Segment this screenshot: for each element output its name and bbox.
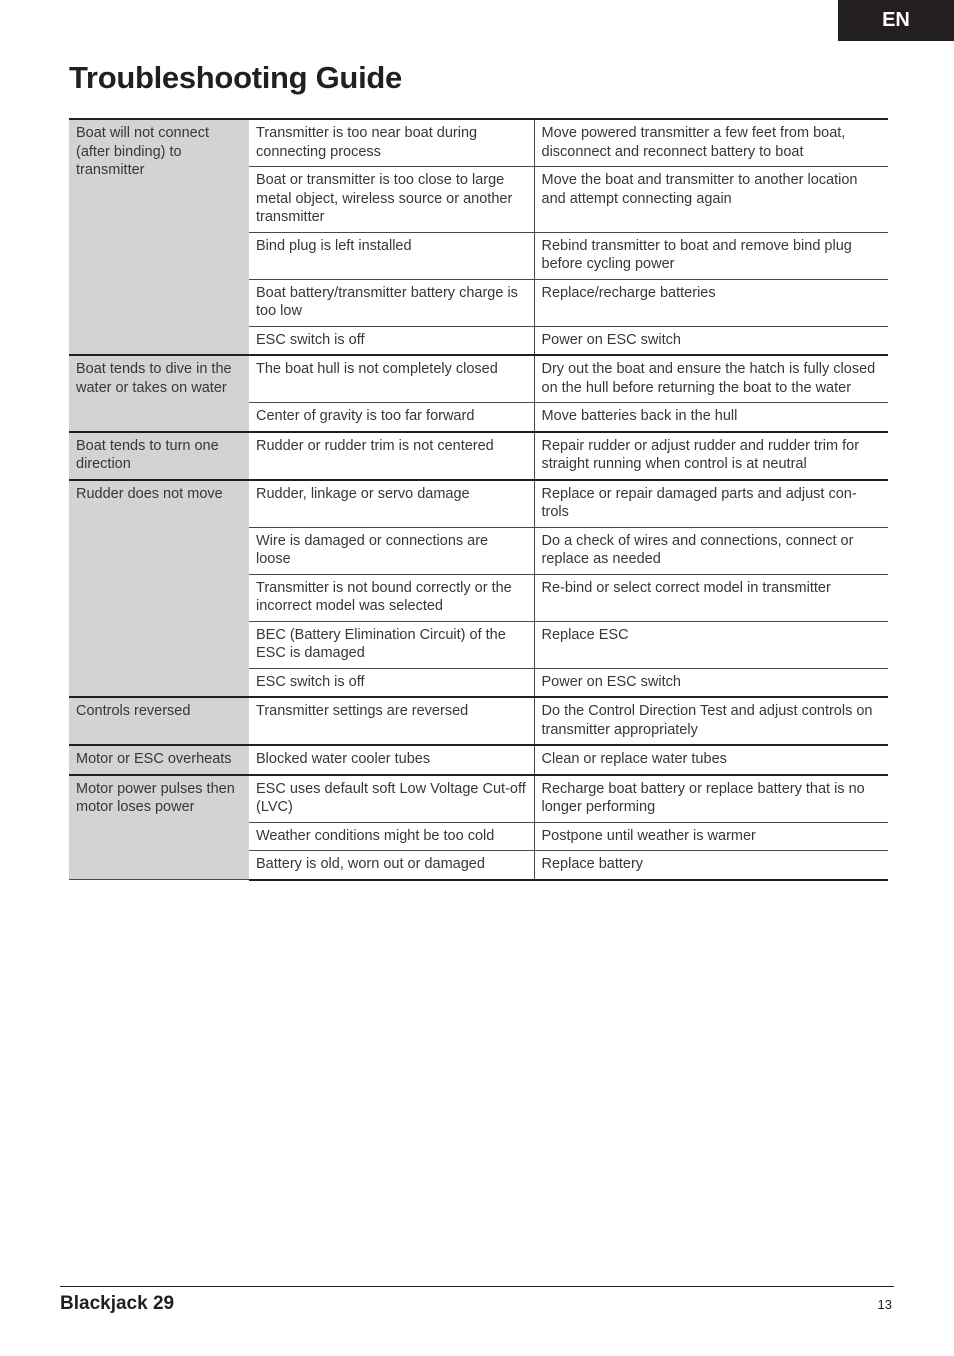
solution-cell: Dry out the boat and ensure the hatch is fully closed on the hull before returning the boat to the water — [534, 355, 888, 403]
troubleshooting-table — [69, 118, 888, 881]
problem-cell: Boat tends to dive in the water or takes on water — [69, 355, 249, 432]
problem-cell: Rudder does not move — [69, 480, 249, 698]
footer-page-number: 13 — [877, 1297, 892, 1312]
solution-cell: Power on ESC switch — [534, 326, 888, 355]
solution-cell: Replace or repair damaged parts and adjust con-trols — [534, 480, 888, 528]
problem-cell: Motor or ESC overheats — [69, 745, 249, 775]
solution-cell: Replace battery — [534, 851, 888, 880]
solution-cell: Clean or replace water tubes — [534, 745, 888, 775]
solution-cell: Postpone until weather is warmer — [534, 822, 888, 851]
troubleshooting-table-body — [69, 119, 888, 880]
problem-cell: Boat tends to turn one direction — [69, 432, 249, 480]
solution-cell: Move batteries back in the hull — [534, 403, 888, 432]
cause-cell: ESC uses default soft Low Voltage Cut-off (LVC) — [249, 775, 534, 823]
cause-cell: Center of gravity is too far forward — [249, 403, 534, 432]
table-row — [69, 697, 888, 745]
solution-cell: Do a check of wires and connections, connect or replace as needed — [534, 527, 888, 574]
cause-cell: Rudder, linkage or servo damage — [249, 480, 534, 528]
solution-cell: Rebind transmitter to boat and remove bind plug before cycling power — [534, 232, 888, 279]
cause-cell: Battery is old, worn out or damaged — [249, 851, 534, 880]
cause-cell: BEC (Battery Elimination Circuit) of the ESC is damaged — [249, 621, 534, 668]
solution-cell: Re-bind or select correct model in transmitter — [534, 574, 888, 621]
cause-cell: Weather conditions might be too cold — [249, 822, 534, 851]
table-row — [69, 432, 888, 480]
solution-cell: Do the Control Direction Test and adjust controls on transmitter appropriately — [534, 697, 888, 745]
cause-cell: The boat hull is not completely closed — [249, 355, 534, 403]
solution-cell: Move the boat and transmitter to another location and attempt connecting again — [534, 167, 888, 233]
cause-cell: Bind plug is left installed — [249, 232, 534, 279]
page-title: Troubleshooting Guide — [69, 60, 402, 95]
cause-cell: ESC switch is off — [249, 326, 534, 355]
table-row — [69, 775, 888, 823]
problem-cell: Boat will not connect (after binding) to transmitter — [69, 119, 249, 355]
cause-cell: Boat battery/transmitter battery charge is too low — [249, 279, 534, 326]
table-row — [69, 745, 888, 775]
solution-cell: Power on ESC switch — [534, 668, 888, 697]
solution-cell: Replace ESC — [534, 621, 888, 668]
problem-cell: Controls reversed — [69, 697, 249, 745]
footer-divider — [60, 1286, 894, 1287]
problem-cell: Motor power pulses then motor loses power — [69, 775, 249, 880]
solution-cell: Repair rudder or adjust rudder and rudder trim for straight running when control is at neutral — [534, 432, 888, 480]
cause-cell: Wire is damaged or connections are loose — [249, 527, 534, 574]
solution-cell: Recharge boat battery or replace battery that is no longer performing — [534, 775, 888, 823]
cause-cell: Boat or transmitter is too close to large metal object, wireless source or another transmitter — [249, 167, 534, 233]
table-row — [69, 480, 888, 528]
solution-cell: Move powered transmitter a few feet from boat, disconnect and reconnect battery to boat — [534, 119, 888, 167]
solution-cell: Replace/recharge batteries — [534, 279, 888, 326]
language-tab: EN — [838, 0, 954, 41]
cause-cell: Transmitter is too near boat during connecting process — [249, 119, 534, 167]
cause-cell: Transmitter settings are reversed — [249, 697, 534, 745]
cause-cell: Blocked water cooler tubes — [249, 745, 534, 775]
footer-product-name: Blackjack 29 — [60, 1293, 175, 1314]
cause-cell: ESC switch is off — [249, 668, 534, 697]
table-row — [69, 355, 888, 403]
table-row — [69, 119, 888, 167]
cause-cell: Transmitter is not bound correctly or the incorrect model was selected — [249, 574, 534, 621]
cause-cell: Rudder or rudder trim is not centered — [249, 432, 534, 480]
